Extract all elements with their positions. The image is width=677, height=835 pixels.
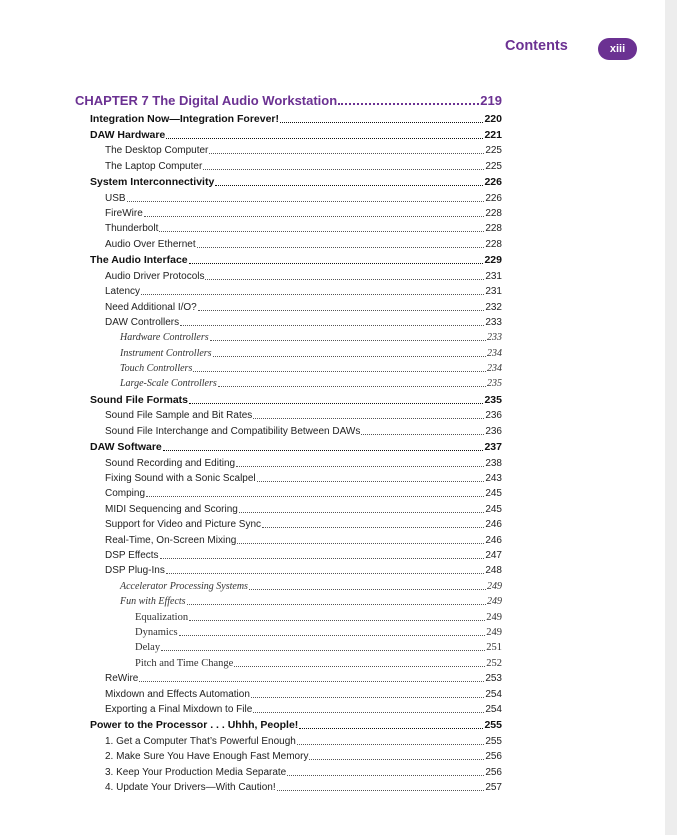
- toc-entry[interactable]: [75, 747, 502, 762]
- toc-entry-page-number: 233: [487, 332, 502, 344]
- toc-entry[interactable]: [75, 219, 502, 234]
- toc-entry[interactable]: [75, 389, 502, 406]
- dot-leader: [249, 579, 486, 590]
- toc-entry-title: DAW Hardware: [90, 129, 166, 141]
- toc-entry[interactable]: [75, 515, 502, 530]
- toc-entry-title: Sound File Formats: [90, 393, 189, 406]
- dot-leader: [215, 175, 483, 186]
- toc-entry-title: DSP Plug-Ins: [105, 565, 165, 577]
- toc-entry-page-number: 251: [486, 642, 502, 654]
- dot-leader: [251, 687, 484, 698]
- toc-entry-page-number: 237: [484, 441, 502, 454]
- dot-leader: [297, 734, 484, 745]
- toc-entry-page-number: 235: [487, 378, 502, 390]
- toc-entry-page-number: 229: [484, 254, 502, 267]
- dot-leader: [234, 656, 485, 667]
- dot-leader: [262, 517, 484, 528]
- toc-entry-page-number: 246: [485, 519, 502, 531]
- toc-entry[interactable]: [75, 778, 502, 793]
- dot-leader: [239, 502, 484, 513]
- toc-entry-page-number: 238: [485, 457, 502, 469]
- dot-leader: [361, 424, 484, 435]
- toc-entry-page-number: 231: [485, 286, 502, 298]
- toc-entry-title: Touch Controllers: [120, 363, 193, 375]
- toc-entry-title: Fun with Effects: [120, 596, 186, 608]
- toc-entry[interactable]: [75, 623, 502, 638]
- dot-leader: [280, 112, 483, 123]
- toc-entry-page-number: 225: [485, 160, 502, 172]
- toc-entry-title: Accelerator Processing Systems: [120, 580, 248, 592]
- dot-leader: [161, 640, 485, 651]
- toc-entry-title: The Laptop Computer: [105, 160, 203, 172]
- dot-leader: [189, 253, 484, 264]
- toc-entry-title: Large-Scale Controllers: [120, 378, 217, 390]
- toc-entry[interactable]: [75, 406, 502, 421]
- toc-entry[interactable]: [75, 762, 502, 777]
- toc-entry-title: Comping: [105, 488, 146, 500]
- toc-entry[interactable]: [75, 469, 502, 484]
- toc-entry[interactable]: [75, 653, 502, 668]
- toc-entry-page-number: 256: [485, 751, 502, 763]
- running-header-title: Contents: [505, 38, 568, 54]
- toc-entry-page-number: 226: [485, 192, 502, 204]
- dot-leader: [257, 471, 485, 482]
- toc-entry-page-number: 231: [485, 270, 502, 282]
- toc-entry-page-number: 254: [485, 703, 502, 715]
- toc-entry[interactable]: [75, 282, 502, 297]
- toc-entry-title: Exporting a Final Mixdown to File: [105, 703, 253, 715]
- toc-entry-title: DAW Controllers: [105, 316, 180, 328]
- toc-entry-title: MIDI Sequencing and Scoring: [105, 503, 238, 515]
- toc-entry-title: Sound File Interchange and Compatibility Between DAWs: [105, 425, 361, 437]
- toc-entry-page-number: 249: [487, 596, 502, 608]
- toc-entry-page-number: 254: [485, 688, 502, 700]
- toc-entry[interactable]: [75, 700, 502, 715]
- toc-entry-title: Thunderbolt: [105, 223, 159, 235]
- toc-entry-title: Delay: [135, 642, 161, 654]
- chapter-page-number: 219: [480, 93, 502, 108]
- chapter-title: CHAPTER 7 The Digital Audio Workstation: [75, 93, 338, 108]
- dot-leader: [193, 361, 486, 372]
- toc-entry[interactable]: [75, 421, 502, 436]
- toc-entry[interactable]: [75, 313, 502, 328]
- toc-entry[interactable]: [75, 204, 502, 219]
- dot-leader: [253, 702, 484, 713]
- toc-entry-title: 4. Update Your Drivers—With Caution!: [105, 781, 276, 793]
- toc-entry[interactable]: [75, 561, 502, 576]
- dot-leader: [166, 128, 483, 139]
- toc-entry-title: The Desktop Computer: [105, 145, 209, 157]
- toc-entry-title: 2. Make Sure You Have Enough Fast Memory: [105, 751, 309, 763]
- toc-entry-page-number: 249: [487, 580, 502, 592]
- dot-leader: [253, 408, 484, 419]
- dot-leader: [338, 93, 479, 105]
- toc-entry[interactable]: [75, 607, 502, 622]
- toc-entry-title: Audio Over Ethernet: [105, 238, 196, 250]
- dot-leader: [146, 486, 484, 497]
- toc-entry-title: Integration Now—Integration Forever!: [90, 112, 280, 125]
- dot-leader: [127, 191, 485, 202]
- dot-leader: [159, 221, 484, 232]
- toc-entry-page-number: 243: [485, 473, 502, 485]
- toc-entry[interactable]: [75, 592, 502, 607]
- toc-entry-title: Hardware Controllers: [120, 332, 209, 344]
- toc-entry-title: Mixdown and Effects Automation: [105, 688, 250, 700]
- toc-entry-page-number: 257: [485, 781, 502, 793]
- toc-entry[interactable]: [75, 638, 502, 653]
- toc-entry-title: Need Additional I/O?: [105, 301, 197, 313]
- toc-entry[interactable]: [75, 234, 502, 249]
- dot-leader: [203, 159, 484, 170]
- viewer-background-strip: [665, 0, 677, 835]
- dot-leader: [160, 548, 485, 559]
- toc-entry-page-number: 253: [485, 673, 502, 685]
- dot-leader: [277, 780, 485, 791]
- dot-leader: [197, 237, 485, 248]
- toc-entry[interactable]: [75, 374, 502, 389]
- dot-leader: [187, 594, 486, 605]
- dot-leader: [189, 393, 483, 404]
- toc-entry-title: 3. Keep Your Production Media Separate: [105, 766, 287, 778]
- toc-entry[interactable]: [75, 546, 502, 561]
- dot-leader: [166, 563, 484, 574]
- dot-leader: [218, 376, 486, 387]
- toc-entry-page-number: 246: [485, 534, 502, 546]
- toc-entry[interactable]: [75, 156, 502, 171]
- toc-entry-page-number: 255: [484, 719, 502, 732]
- toc-entry-page-number: 220: [484, 112, 502, 125]
- toc-entry[interactable]: [75, 297, 502, 312]
- toc-entry-page-number: 256: [485, 766, 502, 778]
- toc-entry-page-number: 249: [486, 626, 502, 638]
- toc-entry-title: DSP Effects: [105, 549, 159, 561]
- toc-entry[interactable]: [75, 484, 502, 499]
- toc-entry-page-number: 228: [485, 223, 502, 235]
- toc-entry-title: USB: [105, 192, 126, 204]
- toc-entry-page-number: 236: [485, 425, 502, 437]
- toc-entry[interactable]: [75, 188, 502, 203]
- toc-entry-page-number: 247: [485, 549, 502, 561]
- toc-entry-title: Equalization: [135, 611, 189, 623]
- toc-entry-title: Instrument Controllers: [120, 347, 212, 359]
- page-number-badge: xiii: [598, 38, 637, 60]
- dot-leader: [209, 143, 484, 154]
- toc-entry[interactable]: [75, 530, 502, 545]
- toc-entry[interactable]: [75, 328, 502, 343]
- toc-entry-page-number: 255: [485, 735, 502, 747]
- toc-entry-page-number: 249: [486, 611, 502, 623]
- dot-leader: [179, 625, 486, 636]
- toc-entry-title: Latency: [105, 286, 141, 298]
- dot-leader: [163, 440, 484, 451]
- toc-entry[interactable]: [75, 731, 502, 746]
- toc-entry[interactable]: [75, 576, 502, 591]
- toc-entry[interactable]: [75, 266, 502, 281]
- dot-leader: [299, 718, 483, 729]
- toc-entry-page-number: 234: [487, 363, 502, 375]
- dot-leader: [287, 765, 484, 776]
- toc-entry-title: Fixing Sound with a Sonic Scalpel: [105, 473, 256, 485]
- toc-entry-page-number: 228: [485, 238, 502, 250]
- dot-leader: [144, 206, 485, 217]
- toc-entry-title: Power to the Processor . . . Uhhh, People!: [90, 719, 299, 732]
- toc-entry[interactable]: [75, 108, 502, 125]
- toc-entry[interactable]: [75, 669, 502, 684]
- toc-entry-title: Real-Time, On-Screen Mixing: [105, 534, 237, 546]
- toc-entry-page-number: 245: [485, 488, 502, 500]
- dot-leader: [237, 533, 484, 544]
- toc-entry[interactable]: [75, 715, 502, 732]
- toc-entry-page-number: 225: [485, 145, 502, 157]
- toc-entry-page-number: 235: [484, 393, 502, 406]
- toc-entry-page-number: 245: [485, 503, 502, 515]
- toc-entry[interactable]: [75, 499, 502, 514]
- toc-entry-title: Sound File Sample and Bit Rates: [105, 410, 253, 422]
- toc-entry-title: Dynamics: [135, 626, 178, 638]
- toc-entry-title: The Audio Interface: [90, 254, 188, 267]
- dot-leader: [141, 284, 484, 295]
- dot-leader: [198, 300, 485, 311]
- dot-leader: [309, 749, 484, 760]
- dot-leader: [205, 269, 484, 280]
- toc-entry[interactable]: [75, 359, 502, 374]
- toc-entry-title: FireWire: [105, 208, 143, 220]
- toc-entry-page-number: 236: [485, 410, 502, 422]
- toc-entries: [75, 108, 502, 793]
- toc-entry-title: Sound Recording and Editing: [105, 457, 236, 469]
- toc-entry-title: System Interconnectivity: [90, 176, 215, 189]
- toc-entry[interactable]: [75, 343, 502, 358]
- dot-leader: [213, 346, 486, 357]
- toc-entry-title: DAW Software: [90, 441, 162, 454]
- dot-leader: [180, 315, 484, 326]
- toc-entry-title: Audio Driver Protocols: [105, 270, 205, 282]
- toc-entry[interactable]: [75, 125, 502, 142]
- toc-entry-page-number: 252: [486, 657, 502, 669]
- chapter-heading[interactable]: [75, 88, 502, 108]
- dot-leader: [236, 456, 484, 467]
- toc-entry-page-number: 234: [487, 347, 502, 359]
- toc-entry[interactable]: [75, 172, 502, 189]
- toc-entry-page-number: 228: [485, 208, 502, 220]
- toc-entry-page-number: 221: [484, 129, 502, 141]
- toc-entry[interactable]: [75, 141, 502, 156]
- toc-entry-title: ReWire: [105, 673, 139, 685]
- toc-entry-page-number: 232: [485, 301, 502, 313]
- toc-entry-title: 1. Get a Computer That’s Powerful Enough: [105, 735, 296, 747]
- toc-entry[interactable]: [75, 437, 502, 454]
- toc-entry-page-number: 226: [484, 176, 502, 189]
- toc-entry[interactable]: [75, 453, 502, 468]
- toc-entry[interactable]: [75, 684, 502, 699]
- toc-entry-title: Support for Video and Picture Sync: [105, 519, 262, 531]
- dot-leader: [189, 610, 485, 621]
- toc-entry-title: Pitch and Time Change: [135, 657, 234, 669]
- toc-entry[interactable]: [75, 250, 502, 267]
- toc-entry-page-number: 233: [485, 316, 502, 328]
- toc-entry-page-number: 248: [485, 565, 502, 577]
- dot-leader: [139, 671, 484, 682]
- dot-leader: [210, 330, 486, 341]
- table-of-contents: [75, 88, 502, 793]
